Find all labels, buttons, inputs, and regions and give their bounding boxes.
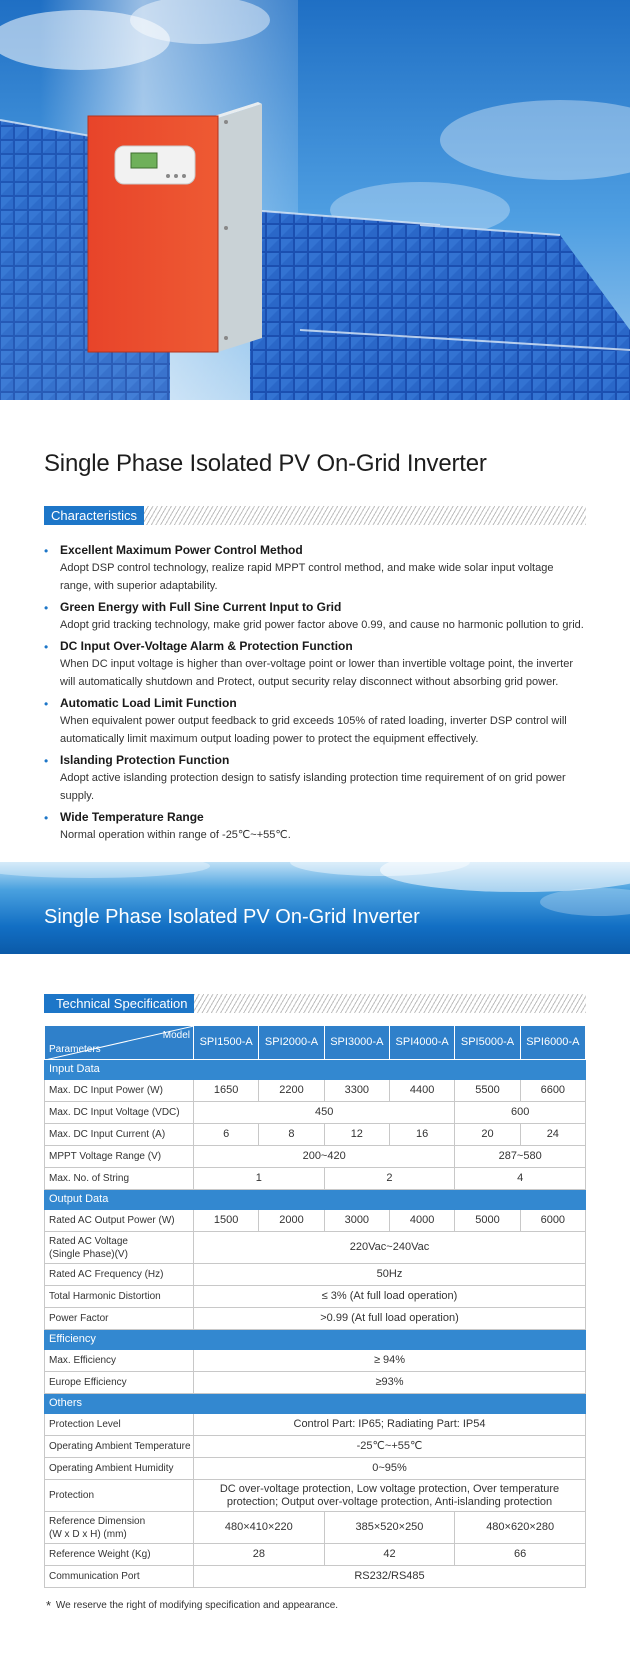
cell-value: 28: [194, 1544, 325, 1566]
group-label: Input Data: [45, 1060, 586, 1080]
table-row: [45, 1372, 586, 1394]
table-row: [45, 1544, 586, 1566]
list-item: [44, 695, 586, 748]
param-name: Communication Port: [45, 1566, 194, 1588]
tech-spec-label: Technical Specification: [44, 994, 194, 1013]
table-row: [45, 1286, 586, 1308]
footnote: [46, 1598, 586, 1633]
param-name: Operating Ambient Temperature: [45, 1436, 194, 1458]
list-item: [44, 638, 586, 691]
cell-value: ≥ 94%: [194, 1350, 586, 1372]
item-heading: Wide Temperature Range: [60, 810, 204, 824]
table-row: [45, 1414, 586, 1436]
hatch-divider: [144, 506, 586, 525]
table-row: [45, 1146, 586, 1168]
cell-value: 5500: [455, 1080, 520, 1102]
cell-value: RS232/RS485: [194, 1566, 586, 1588]
cell-value: ≤ 3% (At full load operation): [194, 1286, 586, 1308]
table-row: [45, 1232, 586, 1264]
item-heading: DC Input Over-Voltage Alarm & Protection Function: [60, 639, 353, 653]
cell-value: 1500: [194, 1210, 259, 1232]
item-description: Adopt grid tracking technology, make grid power factor above 0.99, and cause no harmonic pollution to grid.: [60, 619, 584, 631]
header-params-label: Parameters: [49, 1044, 101, 1055]
asterisk-icon: *: [46, 1598, 52, 1613]
cell-value: 42: [324, 1544, 455, 1566]
param-name: Protection: [45, 1480, 194, 1512]
cell-value: 1650: [194, 1080, 259, 1102]
model-header: SPI5000-A: [455, 1026, 520, 1060]
cell-value: -25℃~+55℃: [194, 1436, 586, 1458]
param-name: Max. DC Input Voltage (VDC): [45, 1102, 194, 1124]
cell-value: 220Vac~240Vac: [194, 1232, 586, 1264]
hatch-divider: [194, 994, 586, 1013]
characteristics-header: [44, 506, 586, 525]
page-title: Single Phase Isolated PV On-Grid Inverter: [44, 450, 487, 477]
bullet-icon: •: [44, 697, 49, 711]
cell-value: ≥93%: [194, 1372, 586, 1394]
param-name-line: Reference Dimension: [49, 1515, 146, 1527]
characteristics-list: [44, 542, 586, 844]
cell-value: 450: [194, 1102, 455, 1124]
param-name-line: Rated AC Voltage: [49, 1235, 128, 1247]
param-name: Max. DC Input Power (W): [45, 1080, 194, 1102]
characteristics-label: Characteristics: [44, 506, 144, 525]
group-label: Others: [45, 1394, 586, 1414]
cell-value: 385×520×250: [324, 1512, 455, 1544]
cell-value: 480×410×220: [194, 1512, 325, 1544]
group-row-input: [45, 1060, 586, 1080]
tech-spec-header: [44, 994, 586, 1013]
param-name: Rated AC Frequency (Hz): [45, 1264, 194, 1286]
cell-value: [194, 1480, 586, 1512]
list-item: [44, 599, 586, 634]
cell-value: 16: [389, 1124, 454, 1146]
model-header: SPI1500-A: [194, 1026, 259, 1060]
cell-value: 4: [455, 1168, 586, 1190]
bullet-icon: •: [44, 811, 49, 825]
cell-value: Control Part: IP65; Radiating Part: IP54: [194, 1414, 586, 1436]
cell-value: 2200: [259, 1080, 324, 1102]
item-heading: Green Energy with Full Sine Current Input to Grid: [60, 600, 342, 614]
spec-table: [44, 1025, 586, 1588]
bullet-icon: •: [44, 544, 49, 558]
list-item: [44, 752, 586, 805]
bullet-icon: •: [44, 601, 49, 615]
bullet-icon: •: [44, 640, 49, 654]
table-row: [45, 1264, 586, 1286]
cell-value: 6: [194, 1124, 259, 1146]
param-name: Total Harmonic Distortion: [45, 1286, 194, 1308]
param-name: Max. No. of String: [45, 1168, 194, 1190]
table-header-row: [45, 1026, 586, 1060]
item-heading: Islanding Protection Function: [60, 753, 230, 767]
cell-value: 66: [455, 1544, 586, 1566]
model-header: SPI2000-A: [259, 1026, 324, 1060]
cell-value: 3300: [324, 1080, 389, 1102]
cell-value: 2000: [259, 1210, 324, 1232]
param-name-line: (Single Phase)(V): [49, 1248, 128, 1260]
header-model-label: Model: [162, 1030, 190, 1041]
list-item: [44, 542, 586, 595]
model-header: SPI6000-A: [520, 1026, 585, 1060]
cell-value: 6000: [520, 1210, 585, 1232]
table-row: [45, 1436, 586, 1458]
table-row: [45, 1308, 586, 1330]
cell-value: 5000: [455, 1210, 520, 1232]
group-row-efficiency: [45, 1330, 586, 1350]
param-name: Reference Weight (Kg): [45, 1544, 194, 1566]
item-heading: Excellent Maximum Power Control Method: [60, 543, 303, 557]
cell-value: 2: [324, 1168, 455, 1190]
header-corner-cell: [45, 1026, 194, 1060]
section-banner: [0, 862, 630, 954]
param-name: Protection Level: [45, 1414, 194, 1436]
table-row: [45, 1458, 586, 1480]
table-row: [45, 1102, 586, 1124]
param-name-line: (W x D x H) (mm): [49, 1528, 127, 1540]
cell-value: 3000: [324, 1210, 389, 1232]
cell-value: 8: [259, 1124, 324, 1146]
cell-value: 200~420: [194, 1146, 455, 1168]
cell-value: 600: [455, 1102, 586, 1124]
param-name: Operating Ambient Humidity: [45, 1458, 194, 1480]
cell-value: 4400: [389, 1080, 454, 1102]
table-row: [45, 1210, 586, 1232]
item-description: When DC input voltage is higher than over-voltage point or lower than invertible voltage point, the inverter will automatically shutdown and Protect, output security relay disconnect without absorbing grid power.: [60, 658, 574, 688]
cell-value-line: DC over-voltage protection, Low voltage protection, Over temperature: [219, 1482, 560, 1495]
item-heading: Automatic Load Limit Function: [60, 696, 237, 710]
cell-value: 0~95%: [194, 1458, 586, 1480]
param-name: [45, 1232, 194, 1264]
param-name: Rated AC Output Power (W): [45, 1210, 194, 1232]
group-label: Output Data: [45, 1190, 586, 1210]
param-name: Max. Efficiency: [45, 1350, 194, 1372]
cell-value: 6600: [520, 1080, 585, 1102]
cell-value: 12: [324, 1124, 389, 1146]
table-row: [45, 1566, 586, 1588]
cell-value: 24: [520, 1124, 585, 1146]
cell-value: 50Hz: [194, 1264, 586, 1286]
title-block: [0, 400, 630, 478]
item-description: When equivalent power output feedback to grid exceeds 105% of rated loading, inverter DSP control will automatically limit maximum output loading power to protect the equipment effectively.: [60, 715, 567, 745]
hero-image: [0, 0, 630, 400]
item-description: Normal operation within range of -25℃~+55℃.: [60, 829, 291, 841]
group-label: Efficiency: [45, 1330, 586, 1350]
cell-value: 287~580: [455, 1146, 586, 1168]
param-name: [45, 1512, 194, 1544]
model-header: SPI4000-A: [389, 1026, 454, 1060]
footnote-text: We reserve the right of modifying specification and appearance.: [55, 1600, 339, 1611]
param-name: Europe Efficiency: [45, 1372, 194, 1394]
table-row: [45, 1168, 586, 1190]
param-name: Power Factor: [45, 1308, 194, 1330]
cell-value: 480×620×280: [455, 1512, 586, 1544]
table-row: [45, 1480, 586, 1512]
table-row: [45, 1124, 586, 1146]
table-row: [45, 1350, 586, 1372]
cell-value: 4000: [389, 1210, 454, 1232]
cell-value: 20: [455, 1124, 520, 1146]
table-row: [45, 1512, 586, 1544]
item-description: Adopt DSP control technology, realize rapid MPPT control method, and make wide solar input voltage range, with superior adaptability.: [60, 562, 554, 592]
cell-value: 1: [194, 1168, 325, 1190]
param-name: MPPT Voltage Range (V): [45, 1146, 194, 1168]
param-name: Max. DC Input Current (A): [45, 1124, 194, 1146]
bullet-icon: •: [44, 754, 49, 768]
banner-title: Single Phase Isolated PV On-Grid Inverter: [44, 906, 420, 928]
group-row-output: [45, 1190, 586, 1210]
group-row-others: [45, 1394, 586, 1414]
table-row: [45, 1080, 586, 1102]
list-item: [44, 809, 586, 844]
model-header: SPI3000-A: [324, 1026, 389, 1060]
cell-value: >0.99 (At full load operation): [194, 1308, 586, 1330]
hero-illustration: [0, 0, 630, 400]
item-description: Adopt active islanding protection design to satisfy islanding protection time requirement of on grid power supply.: [60, 772, 566, 802]
cell-value-line: protection; Output over-voltage protection, Anti-islanding protection: [226, 1495, 553, 1508]
